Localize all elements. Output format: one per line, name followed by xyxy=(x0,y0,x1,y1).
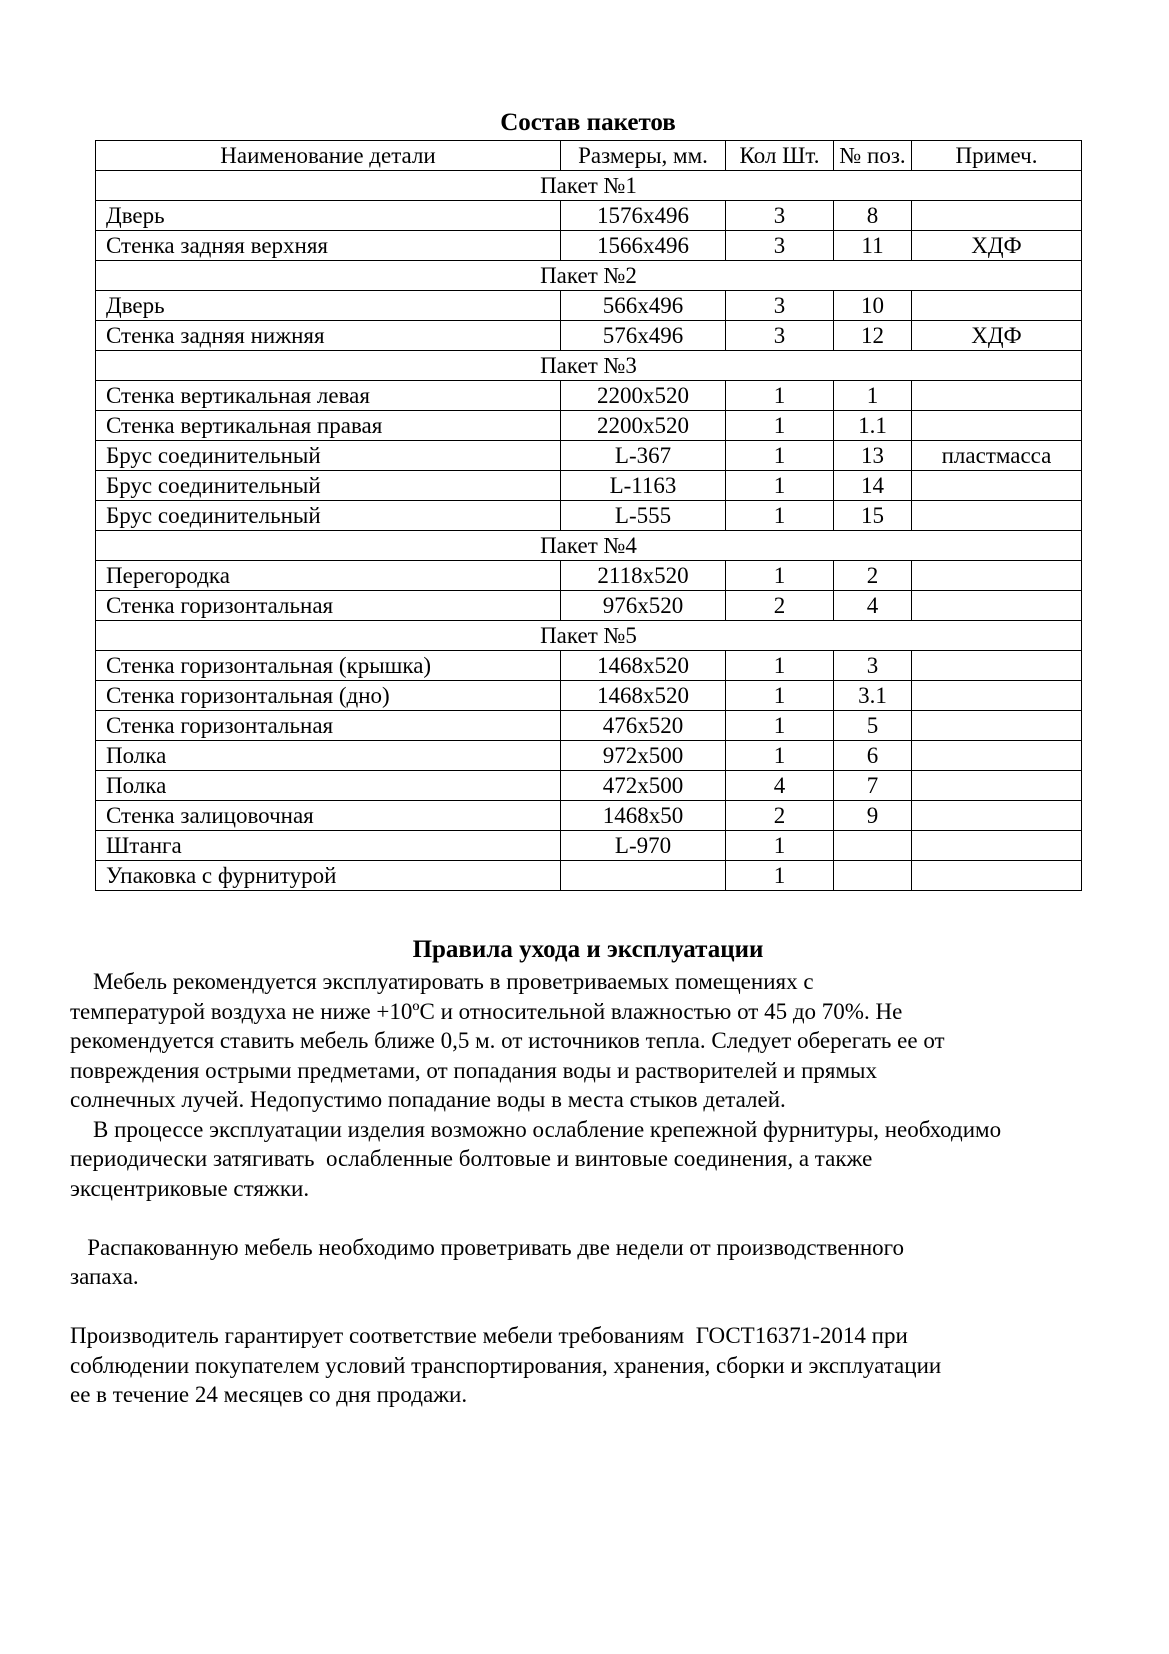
part-size-cell: 576x496 xyxy=(561,321,726,351)
text-line: повреждения острыми предметами, от попадания воды и растворителей и прямых xyxy=(70,1057,878,1083)
part-qty-cell: 1 xyxy=(726,501,834,531)
package-group-label: Пакет №5 xyxy=(96,621,1082,651)
part-size-cell: L-367 xyxy=(561,441,726,471)
part-qty-cell: 1 xyxy=(726,381,834,411)
column-header-pos: № поз. xyxy=(834,141,912,171)
part-name-cell: Дверь xyxy=(96,291,561,321)
part-size-cell: L-1163 xyxy=(561,471,726,501)
text-line: В процессе эксплуатации изделия возможно ослабление крепежной фурнитуры, необходимо xyxy=(70,1116,1002,1142)
part-name-cell: Полка xyxy=(96,771,561,801)
part-note-cell xyxy=(912,801,1082,831)
paragraph-gap xyxy=(70,1203,1150,1233)
part-size-cell: L-555 xyxy=(561,501,726,531)
part-name-cell: Дверь xyxy=(96,201,561,231)
part-name-cell: Упаковка с фурнитурой xyxy=(96,861,561,891)
part-name-cell: Перегородка xyxy=(96,561,561,591)
table-row xyxy=(96,291,1082,321)
part-size-cell: 1576x496 xyxy=(561,201,726,231)
table-row xyxy=(96,441,1082,471)
care-title: Правила ухода и эксплуатации xyxy=(412,936,764,963)
part-qty-cell: 1 xyxy=(726,741,834,771)
part-pos-cell: 15 xyxy=(834,501,912,531)
care-text xyxy=(70,967,1150,1410)
part-qty-cell: 1 xyxy=(726,651,834,681)
part-qty-cell: 1 xyxy=(726,681,834,711)
table-row xyxy=(96,861,1082,891)
package-group-row xyxy=(96,171,1082,201)
package-group-label: Пакет №3 xyxy=(96,351,1082,381)
package-group-label: Пакет №1 xyxy=(96,171,1082,201)
part-note-cell: ХДФ xyxy=(912,321,1082,351)
table-header-row xyxy=(96,141,1082,171)
part-qty-cell: 2 xyxy=(726,591,834,621)
text-line: Производитель гарантирует соответствие мебели требованиям ГОСТ16371-2014 при xyxy=(70,1323,908,1348)
text-line: Мебель рекомендуется эксплуатировать в проветриваемых помещениях с xyxy=(70,969,814,994)
part-note-cell xyxy=(912,561,1082,591)
part-name-cell: Стенка залицовочная xyxy=(96,801,561,831)
part-pos-cell: 4 xyxy=(834,591,912,621)
part-note-cell xyxy=(912,471,1082,501)
text-line: соблюдении покупателем условий транспортирования, хранения, сборки и эксплуатации xyxy=(70,1352,942,1378)
part-note-cell xyxy=(912,681,1082,711)
part-qty-cell: 1 xyxy=(726,471,834,501)
part-pos-cell xyxy=(834,861,912,891)
part-qty-cell: 1 xyxy=(726,861,834,891)
part-size-cell: L-970 xyxy=(561,831,726,861)
part-pos-cell: 1.1 xyxy=(834,411,912,441)
table-row xyxy=(96,801,1082,831)
table-row xyxy=(96,471,1082,501)
part-pos-cell: 3.1 xyxy=(834,681,912,711)
part-size-cell: 476x520 xyxy=(561,711,726,741)
part-qty-cell: 3 xyxy=(726,231,834,261)
part-size-cell: 1566x496 xyxy=(561,231,726,261)
part-note-cell xyxy=(912,861,1082,891)
package-group-row xyxy=(96,261,1082,291)
table-row xyxy=(96,321,1082,351)
table-row xyxy=(96,711,1082,741)
part-pos-cell: 2 xyxy=(834,561,912,591)
package-group-label: Пакет №2 xyxy=(96,261,1082,291)
table-row xyxy=(96,201,1082,231)
part-name-cell: Брус соединительный xyxy=(96,471,561,501)
text-line: периодически затягивать ослабленные болтовые и винтовые соединения, а также xyxy=(70,1146,873,1171)
table-row xyxy=(96,501,1082,531)
part-note-cell xyxy=(912,291,1082,321)
part-name-cell: Брус соединительный xyxy=(96,441,561,471)
part-pos-cell: 6 xyxy=(834,741,912,771)
part-pos-cell: 13 xyxy=(834,441,912,471)
text-line: солнечных лучей. Недопустимо попадание воды в места стыков деталей. xyxy=(70,1087,786,1112)
part-note-cell xyxy=(912,501,1082,531)
part-qty-cell: 3 xyxy=(726,201,834,231)
part-size-cell: 2118x520 xyxy=(561,561,726,591)
part-name-cell: Стенка задняя верхняя xyxy=(96,231,561,261)
part-qty-cell: 1 xyxy=(726,411,834,441)
part-qty-cell: 1 xyxy=(726,441,834,471)
part-name-cell: Стенка вертикальная правая xyxy=(96,411,561,441)
part-name-cell: Брус соединительный xyxy=(96,501,561,531)
part-qty-cell: 1 xyxy=(726,561,834,591)
table-row xyxy=(96,741,1082,771)
part-size-cell: 566x496 xyxy=(561,291,726,321)
part-name-cell: Стенка горизонтальная (крышка) xyxy=(96,651,561,681)
package-group-label: Пакет №4 xyxy=(96,531,1082,561)
part-qty-cell: 1 xyxy=(726,711,834,741)
text-line: эксцентриковые стяжки. xyxy=(70,1175,310,1201)
part-size-cell: 1468x520 xyxy=(561,651,726,681)
package-group-row xyxy=(96,621,1082,651)
text-line: ее в течение 24 месяцев со дня продажи. xyxy=(70,1382,468,1407)
part-size-cell: 1468x520 xyxy=(561,681,726,711)
column-header-note: Примеч. xyxy=(912,141,1082,171)
part-name-cell: Стенка задняя нижняя xyxy=(96,321,561,351)
part-pos-cell: 9 xyxy=(834,801,912,831)
part-pos-cell: 1 xyxy=(834,381,912,411)
part-size-cell xyxy=(561,861,726,891)
column-header-name: Наименование детали xyxy=(96,141,561,171)
part-note-cell: ХДФ xyxy=(912,231,1082,261)
part-name-cell: Стенка горизонтальная (дно) xyxy=(96,681,561,711)
part-size-cell: 2200x520 xyxy=(561,381,726,411)
part-note-cell xyxy=(912,411,1082,441)
text-line: Распакованную мебель необходимо проветривать две недели от производственного xyxy=(70,1234,905,1260)
package-group-row xyxy=(96,531,1082,561)
part-pos-cell: 3 xyxy=(834,651,912,681)
table-row xyxy=(96,411,1082,441)
part-note-cell xyxy=(912,741,1082,771)
part-name-cell: Стенка горизонтальная xyxy=(96,711,561,741)
part-name-cell: Стенка вертикальная левая xyxy=(96,381,561,411)
part-pos-cell: 5 xyxy=(834,711,912,741)
table-row xyxy=(96,381,1082,411)
part-pos-cell: 10 xyxy=(834,291,912,321)
part-note-cell: пластмасса xyxy=(912,441,1082,471)
part-note-cell xyxy=(912,711,1082,741)
column-header-qty: Кол Шт. xyxy=(726,141,834,171)
part-pos-cell: 11 xyxy=(834,231,912,261)
table-row xyxy=(96,591,1082,621)
table-title: Состав пакетов xyxy=(500,109,676,136)
column-header-size: Размеры, мм. xyxy=(561,141,726,171)
parts-table xyxy=(95,140,1082,891)
part-qty-cell: 3 xyxy=(726,321,834,351)
part-name-cell: Полка xyxy=(96,741,561,771)
part-name-cell: Стенка горизонтальная xyxy=(96,591,561,621)
part-note-cell xyxy=(912,381,1082,411)
part-note-cell xyxy=(912,201,1082,231)
part-note-cell xyxy=(912,831,1082,861)
table-row xyxy=(96,771,1082,801)
part-pos-cell: 12 xyxy=(834,321,912,351)
part-note-cell xyxy=(912,771,1082,801)
part-name-cell: Штанга xyxy=(96,831,561,861)
part-qty-cell: 4 xyxy=(726,771,834,801)
part-qty-cell: 1 xyxy=(726,831,834,861)
part-size-cell: 972x500 xyxy=(561,741,726,771)
paragraph-gap xyxy=(70,1292,1150,1322)
part-size-cell: 2200x520 xyxy=(561,411,726,441)
text-line: рекомендуется ставить мебель ближе 0,5 м. от источников тепла. Следует оберегать ее от xyxy=(70,1028,945,1053)
part-pos-cell: 14 xyxy=(834,471,912,501)
part-size-cell: 1468x50 xyxy=(561,801,726,831)
table-row xyxy=(96,561,1082,591)
table-row xyxy=(96,651,1082,681)
text-line: температурой воздуха не ниже +10ºС и относительной влажностью от 45 до 70%. Не xyxy=(70,998,903,1024)
part-size-cell: 472x500 xyxy=(561,771,726,801)
part-size-cell: 976x520 xyxy=(561,591,726,621)
package-group-row xyxy=(96,351,1082,381)
table-row xyxy=(96,681,1082,711)
table-row xyxy=(96,831,1082,861)
table-row xyxy=(96,231,1082,261)
part-note-cell xyxy=(912,591,1082,621)
parts-table-body xyxy=(96,171,1082,891)
part-pos-cell: 8 xyxy=(834,201,912,231)
part-qty-cell: 3 xyxy=(726,291,834,321)
part-qty-cell: 2 xyxy=(726,801,834,831)
part-pos-cell xyxy=(834,831,912,861)
part-note-cell xyxy=(912,651,1082,681)
part-pos-cell: 7 xyxy=(834,771,912,801)
text-line: запаха. xyxy=(70,1264,139,1289)
